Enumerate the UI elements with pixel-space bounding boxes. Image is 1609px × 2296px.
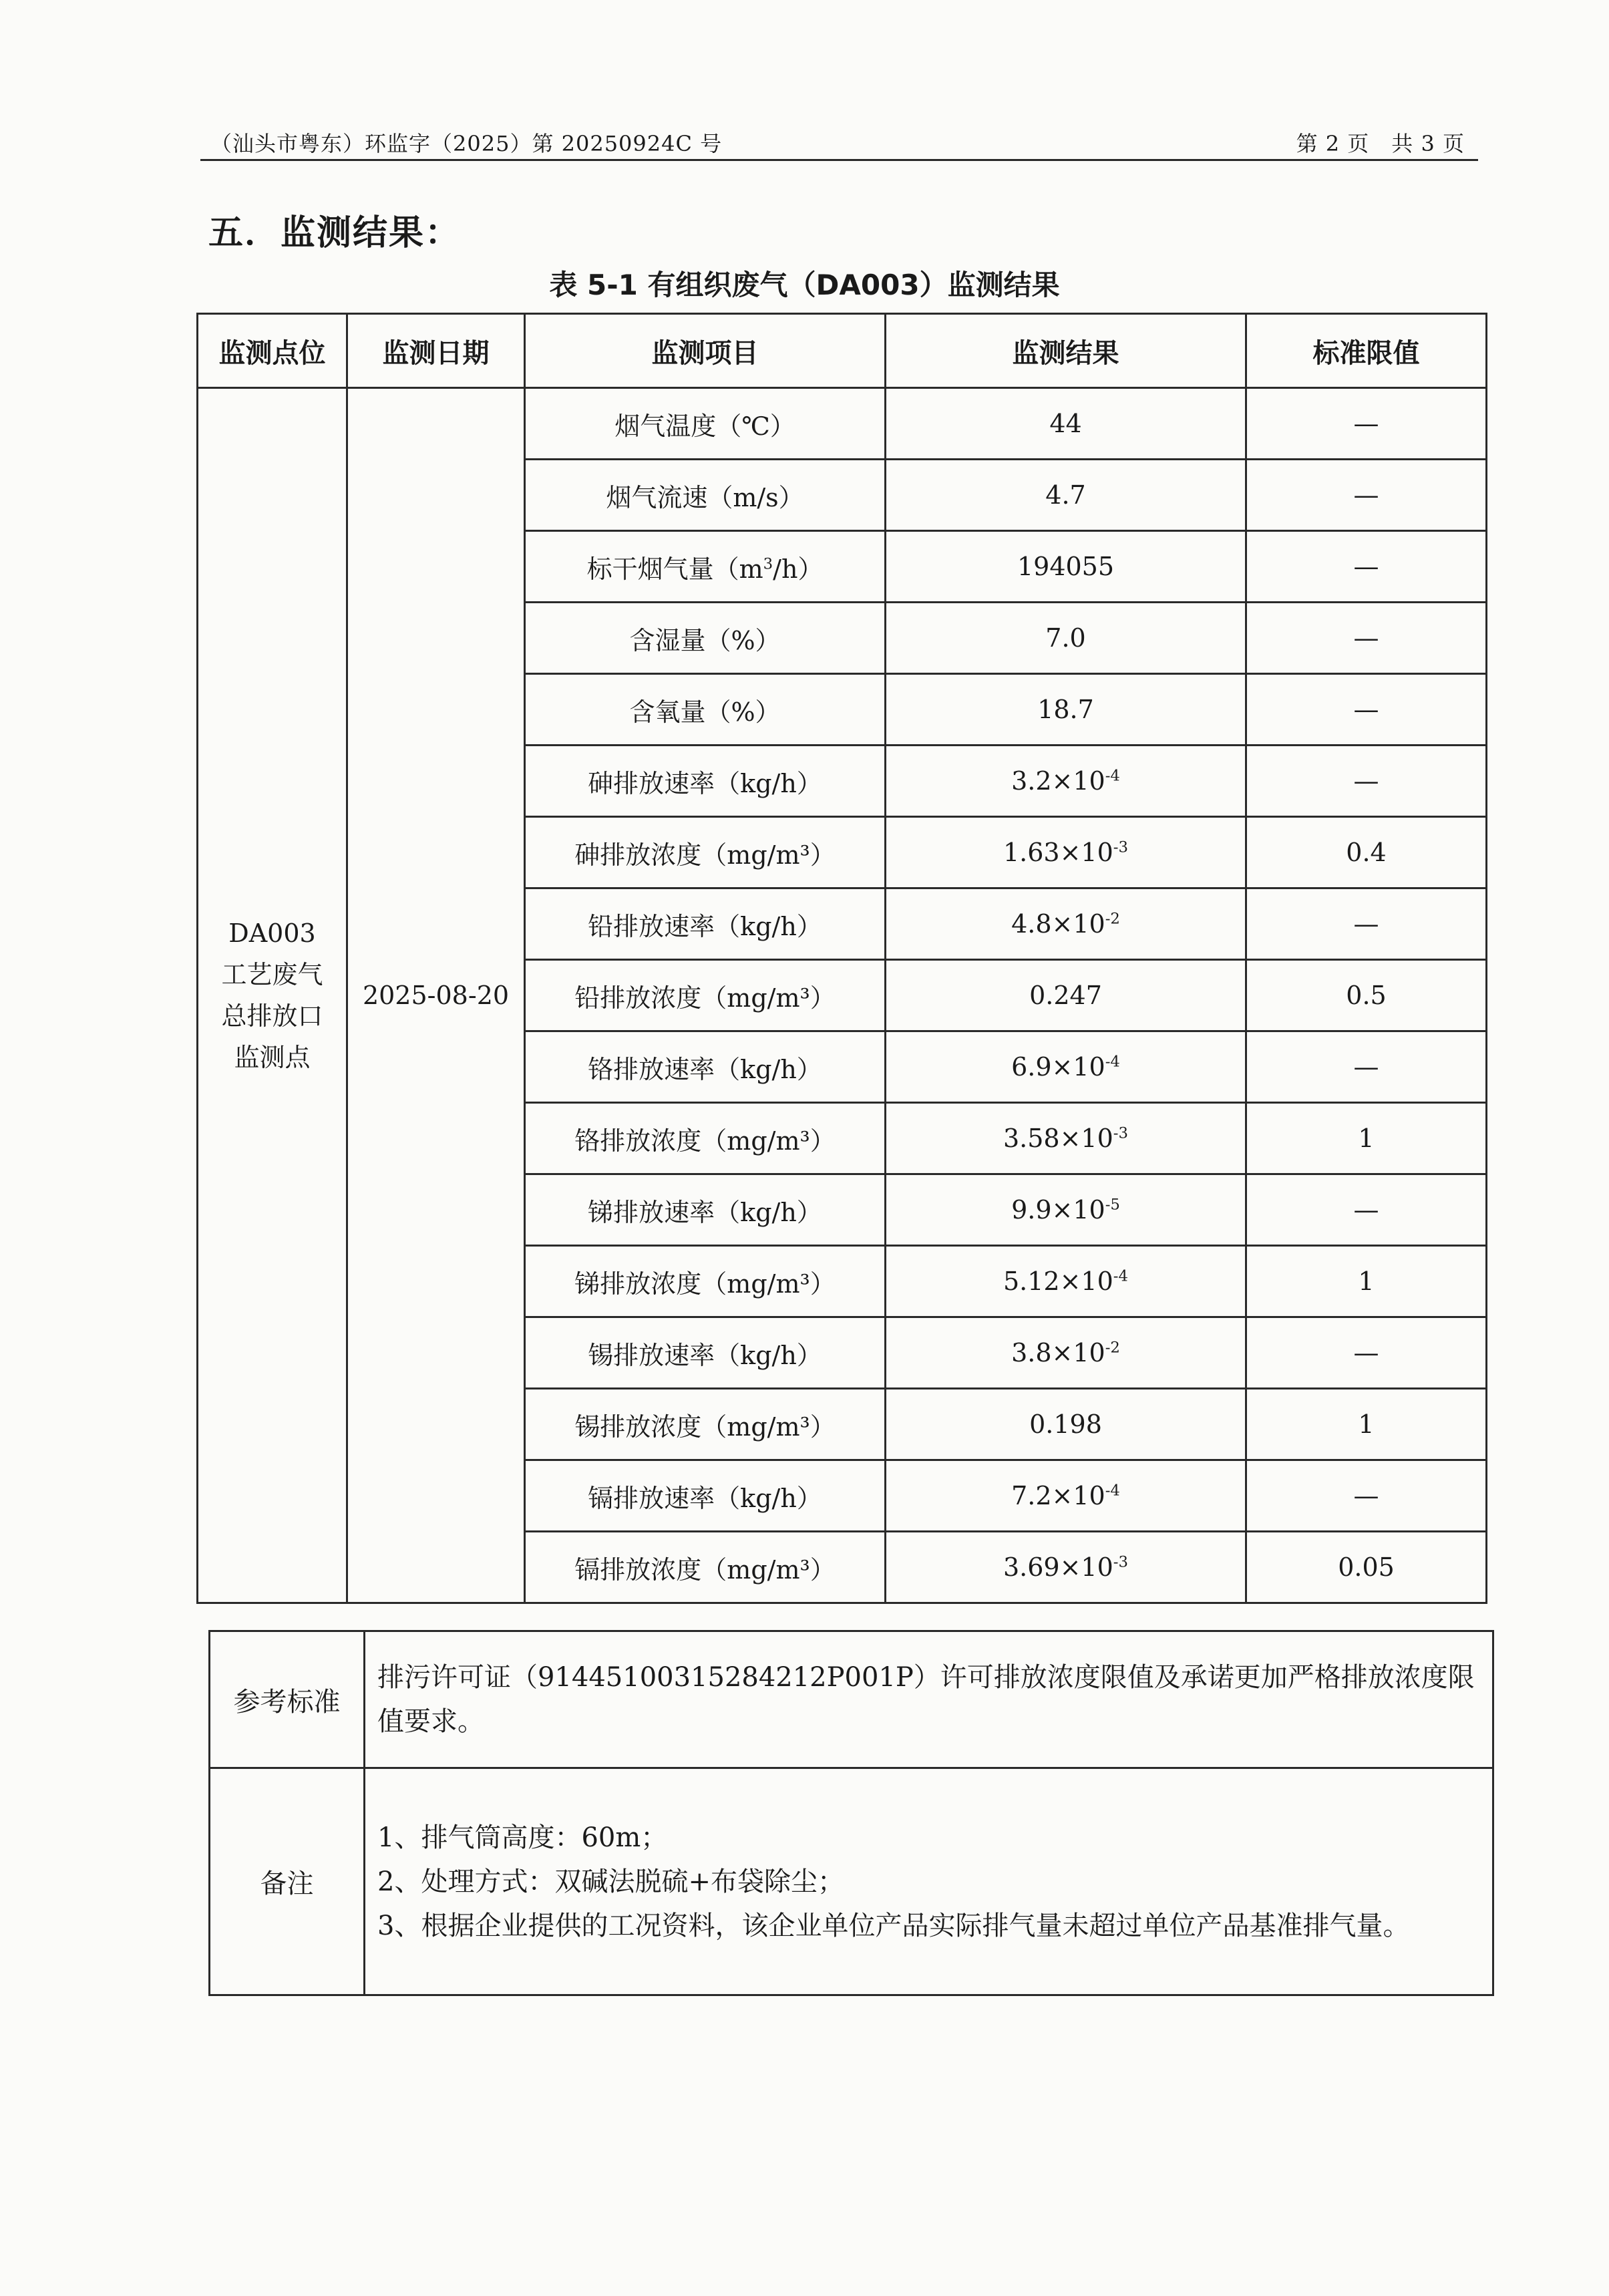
- column-header: 标准限值: [1246, 314, 1487, 388]
- standard-limit-cell: 1: [1246, 1246, 1487, 1317]
- monitoring-result: 18.7: [1037, 695, 1094, 724]
- site-label-line: 监测点: [234, 1043, 311, 1072]
- monitoring-result: 194055: [1017, 552, 1115, 581]
- monitoring-item: 烟气温度（℃）: [614, 411, 795, 441]
- monitoring-result: 3.8×10: [1011, 1338, 1105, 1367]
- reference-table: [208, 1630, 1494, 1996]
- monitoring-result-cell: [886, 960, 1246, 1031]
- remark-item: 2、处理方式：双碱法脱硫+布袋除尘；: [377, 1866, 844, 1897]
- monitoring-result: 7.2×10: [1011, 1481, 1105, 1510]
- standard-limit-cell: —: [1246, 746, 1487, 817]
- monitoring-result-cell: [886, 817, 1246, 888]
- monitoring-result: 0.198: [1029, 1410, 1102, 1439]
- monitoring-result-cell: [886, 674, 1246, 746]
- monitoring-item: 锡排放浓度（mg/m³）: [574, 1412, 836, 1442]
- monitoring-result-cell: [886, 1103, 1246, 1174]
- table-row: [198, 388, 1487, 460]
- monitoring-item: 标干烟气量（m: [586, 554, 763, 584]
- monitoring-item: 含氧量（%）: [629, 697, 781, 727]
- reference-row: [210, 1631, 1493, 1768]
- monitoring-result: 9.9×10: [1011, 1195, 1105, 1224]
- monitoring-result-cell: [886, 1317, 1246, 1389]
- monitoring-item: 铬排放浓度（mg/m³）: [574, 1126, 836, 1156]
- monitoring-item-cell: [525, 1246, 886, 1317]
- monitoring-result-cell: [886, 603, 1246, 674]
- standard-limit-cell: 0.05: [1246, 1532, 1487, 1603]
- standard-limit-cell: —: [1246, 1460, 1487, 1532]
- unit-superscript: 3: [763, 554, 773, 572]
- monitoring-item: 镉排放浓度（mg/m³）: [574, 1554, 836, 1585]
- monitoring-result-cell: [886, 531, 1246, 603]
- monitoring-item: 锑排放速率（kg/h）: [588, 1197, 822, 1227]
- result-exponent: -2: [1105, 910, 1120, 928]
- remark-item: 3、根据企业提供的工况资料，该企业单位产品实际排气量未超过单位产品基准排气量。: [377, 1910, 1410, 1941]
- monitoring-result: 4.7: [1045, 480, 1086, 510]
- standard-limit-cell: 0.5: [1246, 960, 1487, 1031]
- remarks-content: [365, 1768, 1493, 1995]
- result-exponent: -4: [1105, 1482, 1120, 1500]
- monitoring-site-cell: [198, 388, 347, 1603]
- monitoring-item-cell: [525, 388, 886, 460]
- result-exponent: -5: [1105, 1196, 1120, 1214]
- site-label-line: DA003: [228, 919, 316, 948]
- result-exponent: -2: [1105, 1339, 1120, 1357]
- monitoring-result: 3.2×10: [1011, 766, 1105, 796]
- table-caption: 表 5-1 有组织废气（DA003）监测结果: [549, 269, 1060, 301]
- monitoring-result: 3.58×10: [1003, 1124, 1113, 1153]
- monitoring-result-cell: [886, 888, 1246, 960]
- monitoring-result-cell: [886, 1389, 1246, 1460]
- monitoring-item-cell: [525, 460, 886, 531]
- document-number: （汕头市粤东）环监字（2025）第 20250924C 号: [210, 131, 723, 156]
- monitoring-item-cell: [525, 1532, 886, 1603]
- monitoring-item: 锡排放速率（kg/h）: [588, 1340, 822, 1370]
- standard-limit-cell: —: [1246, 1031, 1487, 1103]
- column-header: 监测日期: [347, 314, 525, 388]
- result-exponent: -4: [1105, 767, 1120, 785]
- monitoring-result-cell: [886, 1031, 1246, 1103]
- monitoring-result-cell: [886, 746, 1246, 817]
- standard-limit-cell: —: [1246, 388, 1487, 460]
- site-label-line: 总排放口: [221, 1001, 323, 1031]
- unit-tail: /h）: [773, 554, 824, 584]
- result-exponent: -4: [1105, 1053, 1120, 1071]
- monitoring-result: 3.69×10: [1003, 1552, 1113, 1582]
- column-header: 监测结果: [886, 314, 1246, 388]
- monitoring-item-cell: [525, 1174, 886, 1246]
- monitoring-item-cell: [525, 674, 886, 746]
- standard-limit-cell: 1: [1246, 1389, 1487, 1460]
- monitoring-result: 7.0: [1045, 623, 1086, 653]
- standard-limit-cell: —: [1246, 460, 1487, 531]
- monitoring-item-cell: [525, 531, 886, 603]
- monitoring-result: 4.8×10: [1011, 909, 1105, 939]
- reference-text: 排污许可证（91445100315284212P001P）许可排放浓度限值及承诺更加严格排放浓度限值要求。: [365, 1631, 1493, 1768]
- monitoring-item: 含湿量（%）: [629, 625, 781, 655]
- column-header: 监测点位: [198, 314, 347, 388]
- standard-limit-cell: —: [1246, 1317, 1487, 1389]
- monitoring-result: 44: [1049, 409, 1082, 438]
- monitoring-item-cell: [525, 960, 886, 1031]
- monitoring-item-cell: [525, 888, 886, 960]
- remarks-row: [210, 1768, 1493, 1995]
- monitoring-item-cell: [525, 1031, 886, 1103]
- monitoring-result-cell: [886, 388, 1246, 460]
- monitoring-result-cell: [886, 1532, 1246, 1603]
- monitoring-item: 砷排放速率（kg/h）: [588, 768, 822, 798]
- remarks-label: 备注: [210, 1768, 365, 1995]
- standard-limit-cell: —: [1246, 888, 1487, 960]
- monitoring-item: 砷排放浓度（mg/m³）: [574, 840, 836, 870]
- results-table: [196, 313, 1487, 1604]
- result-exponent: -3: [1113, 1124, 1129, 1142]
- table-header-row: [198, 314, 1487, 388]
- monitoring-item-cell: [525, 1460, 886, 1532]
- monitoring-item: 铬排放速率（kg/h）: [588, 1054, 822, 1084]
- standard-limit-cell: —: [1246, 531, 1487, 603]
- monitoring-result-cell: [886, 1174, 1246, 1246]
- site-label-line: 工艺废气: [221, 960, 323, 989]
- monitoring-item-cell: [525, 1103, 886, 1174]
- column-header: 监测项目: [525, 314, 886, 388]
- monitoring-item: 铅排放速率（kg/h）: [588, 911, 822, 941]
- result-exponent: -4: [1113, 1267, 1129, 1285]
- monitoring-item-cell: [525, 746, 886, 817]
- section-title: 五．监测结果：: [208, 213, 462, 253]
- standard-limit-cell: —: [1246, 1174, 1487, 1246]
- monitoring-result-cell: [886, 460, 1246, 531]
- monitoring-item-cell: [525, 1317, 886, 1389]
- monitoring-item: 锑排放浓度（mg/m³）: [574, 1269, 836, 1299]
- standard-limit-cell: —: [1246, 603, 1487, 674]
- monitoring-result-cell: [886, 1460, 1246, 1532]
- monitoring-result: 6.9×10: [1011, 1052, 1105, 1082]
- monitoring-result-cell: [886, 1246, 1246, 1317]
- monitoring-result: 5.12×10: [1003, 1267, 1113, 1296]
- monitoring-date-cell: 2025-08-20: [347, 388, 525, 1603]
- header-divider: [200, 159, 1478, 161]
- monitoring-item-cell: [525, 1389, 886, 1460]
- monitoring-item: 烟气流速（m/s）: [606, 482, 804, 512]
- monitoring-item: 镉排放速率（kg/h）: [588, 1483, 822, 1513]
- monitoring-result: 1.63×10: [1003, 838, 1113, 867]
- remark-item: 1、排气筒高度：60m；: [377, 1822, 668, 1853]
- monitoring-item-cell: [525, 603, 886, 674]
- standard-limit-cell: 0.4: [1246, 817, 1487, 888]
- standard-limit-cell: 1: [1246, 1103, 1487, 1174]
- standard-limit-cell: —: [1246, 674, 1487, 746]
- monitoring-item: 铅排放浓度（mg/m³）: [574, 983, 836, 1013]
- monitoring-result: 0.247: [1029, 981, 1102, 1010]
- result-exponent: -3: [1113, 838, 1129, 856]
- reference-label: 参考标准: [210, 1631, 365, 1768]
- page-info: 第 2 页 共 3 页: [1296, 131, 1465, 156]
- monitoring-item-cell: [525, 817, 886, 888]
- result-exponent: -3: [1113, 1553, 1129, 1571]
